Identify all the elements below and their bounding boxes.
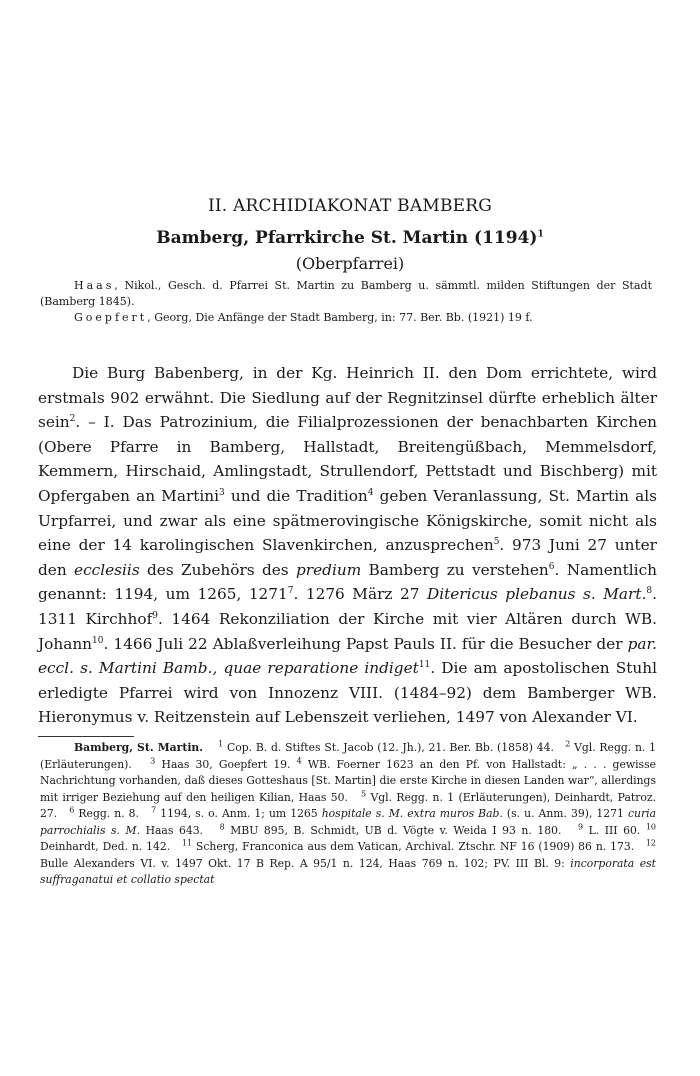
bibliography-entry <box>40 278 652 310</box>
text-run: des Zubehörs des <box>139 560 296 579</box>
text-run: und die Tradition <box>224 486 368 505</box>
footnote-ref: 9 <box>152 610 158 621</box>
footnote-text: Regg. n. 8. <box>74 807 139 820</box>
text-run: . 1276 März 27 <box>293 585 427 604</box>
footnote-number: 2 <box>565 739 571 749</box>
text-run: . 1311 Kirchhof <box>38 585 657 628</box>
footnote-text: MBU 895, B. Schmidt, UB d. Vögte v. Weida I 93 n. 180. <box>224 823 562 837</box>
text-run: . Die am apostolischen Stuhl erledigte Pfarrei wird von Innozenz VIII. (1484–92) dem Bamberger WB. Hieronymus v. Reitzenstein auf Lebenszeit verliehen, 1497 von Alexander VI. <box>38 659 657 727</box>
footnote-number: 11 <box>181 838 193 848</box>
page-subtitle: (Oberpfarrei) <box>295 254 405 273</box>
italic-run: Ditericus plebanus s. Mart. <box>426 585 647 604</box>
footnote-ref: 4 <box>367 487 374 498</box>
footnote-text: Vgl. Regg. n. 1 (Erläuterungen). <box>40 741 656 771</box>
bibliography-text: , Georg, Die Anfänge der Stadt Bamberg, in: 77. Ber. Bb. (1921) 19 f. <box>147 311 533 324</box>
footnote-text: 1194, s. o. Anm. 1; um 1265 <box>156 807 322 820</box>
text-run: . 1464 Rekonziliation der Kirche mit vier Altären durch WB. Johann <box>38 609 657 653</box>
italic-run: par. eccl. s. Martini Bamb., quae reparatione indiget <box>38 634 657 678</box>
footnote-text: Vgl. Regg. n. 1 (Erläuterungen), Deinhardt, Patroz. 27. <box>40 790 657 820</box>
footnote-ref: 6 <box>548 561 555 572</box>
italic-run: ecclesiis <box>74 560 140 579</box>
footnotes <box>40 740 656 889</box>
footnote-ref: 3 <box>219 487 225 498</box>
footnote-text: WB. Foerner 1623 an den Pf. von Hallstadt: „ . . . gewisse Nachrichtung vorhanden, daß dieses Gotteshaus [St. Martin] die erste Kirche in diesen Landen war“, allerdings mit irriger Beziehung auf den heiligen Kilian, Haas 50. <box>40 757 657 804</box>
footnote-italic: incorporata est suffraganatui et collatio spectat <box>40 856 656 886</box>
bibliography-text: , Nikol., Gesch. d. Pfarrei St. Martin zu Bamberg u. sämmtl. milden Stiftungen der Stadt (Bamberg 1845). <box>40 279 652 308</box>
footnote-text: Scherg, Franconica aus dem Vatican, Archival. Ztschr. NF 16 (1909) 86 n. 173. <box>192 840 635 853</box>
bibliography-author: Haas <box>74 279 115 292</box>
footnote-block <box>40 740 656 889</box>
text-run: Bamberg zu verstehen <box>361 560 549 579</box>
text-run: . 1466 Juli 22 Ablaßverleihung Papst Pauls II. für die Besucher der <box>103 634 628 653</box>
bibliography <box>40 278 652 326</box>
footnote-number: 12 <box>645 838 656 848</box>
footnote-divider <box>38 736 134 737</box>
footnote-ref: 11 <box>418 660 431 671</box>
footnote-number: 1 <box>218 739 224 749</box>
footnote-ref: 7 <box>287 586 294 597</box>
footnote-ref: 8 <box>646 586 653 597</box>
footnote-text: Deinhardt, Ded. n. 142. <box>40 840 171 853</box>
footnote-number: 3 <box>150 755 156 765</box>
footnote-number: 6 <box>69 805 75 815</box>
footnote-text: (s. u. Anm. 39), 1271 <box>502 807 628 820</box>
footnote-ref: 5 <box>493 537 500 548</box>
main-text <box>38 361 657 730</box>
text-run: geben Veranlassung, St. Martin als Urpfarrei, und zwar als eine spätmerovingische Königskirche, somit nicht als eine der 14 karolingischen Slavenkirchen, anzusprechen <box>38 486 657 555</box>
footnote-number: 5 <box>361 788 367 798</box>
footnote-ref: 10 <box>92 635 104 646</box>
footnote-number: 9 <box>578 821 584 831</box>
footnote-italic: curia parrochialis s. M. <box>40 807 657 837</box>
footnote-number: 4 <box>296 755 302 765</box>
footnote-text: Bulle Alexanders VI. v. 1497 Okt. 17 B Rep. A 95/1 n. 124, Haas 769 n. 102; PV. III Bl. 9: <box>40 856 571 870</box>
bibliography-author: Goepfert <box>74 311 148 324</box>
footnote-text: Haas 30, Goepfert 19. <box>155 757 291 771</box>
title-footnote-ref: 1 <box>537 229 544 240</box>
text-run: Die Burg Babenberg, in der Kg. Heinrich II. den Dom errichtete, wird erstmals 902 erwähnt. Die Siedlung auf der Regnitzinsel dürfte erheblich älter sein <box>38 364 657 432</box>
italic-run: predium <box>296 560 362 579</box>
footnote-number: 10 <box>645 821 657 831</box>
text-run: . 973 Juni 27 unter den <box>38 536 657 579</box>
footnote-heading: Bamberg, St. Martin. <box>74 741 204 754</box>
text-run: . – I. Das Patrozinium, die Filialprozessionen der benachbarten Kirchen (Obere Pfarre in Bamberg, Hallstadt, Breitengüßbach, Memmelsdorf, Kemmern, Hirschaid, Amlingstadt, Strullendorf, Pettstadt und Bischberg) mit Opfergaben an Martini <box>38 413 657 505</box>
footnote-text: Haas 643. <box>140 823 203 837</box>
footnote-text: L. III 60. <box>583 823 641 837</box>
footnote-number: 7 <box>151 805 157 815</box>
page-title <box>0 228 700 248</box>
footnote-number: 8 <box>219 821 225 831</box>
main-paragraph <box>38 361 657 730</box>
footnote-italic: hospitale s. M. extra muros Bab. <box>321 807 503 820</box>
page-title-text: Bamberg, Pfarrkirche St. Martin (1194) <box>156 228 538 248</box>
bibliography-entry <box>40 310 652 326</box>
text-run: . Namentlich genannt: 1194, um 1265, 1271 <box>38 560 657 604</box>
footnote-text: Cop. B. d. Stiftes St. Jacob (12. Jh.), 21. Ber. Bb. (1858) 44. <box>223 741 554 754</box>
section-title: II. ARCHIDIAKONAT BAMBERG <box>207 196 493 216</box>
footnote-ref: 2 <box>69 414 76 425</box>
